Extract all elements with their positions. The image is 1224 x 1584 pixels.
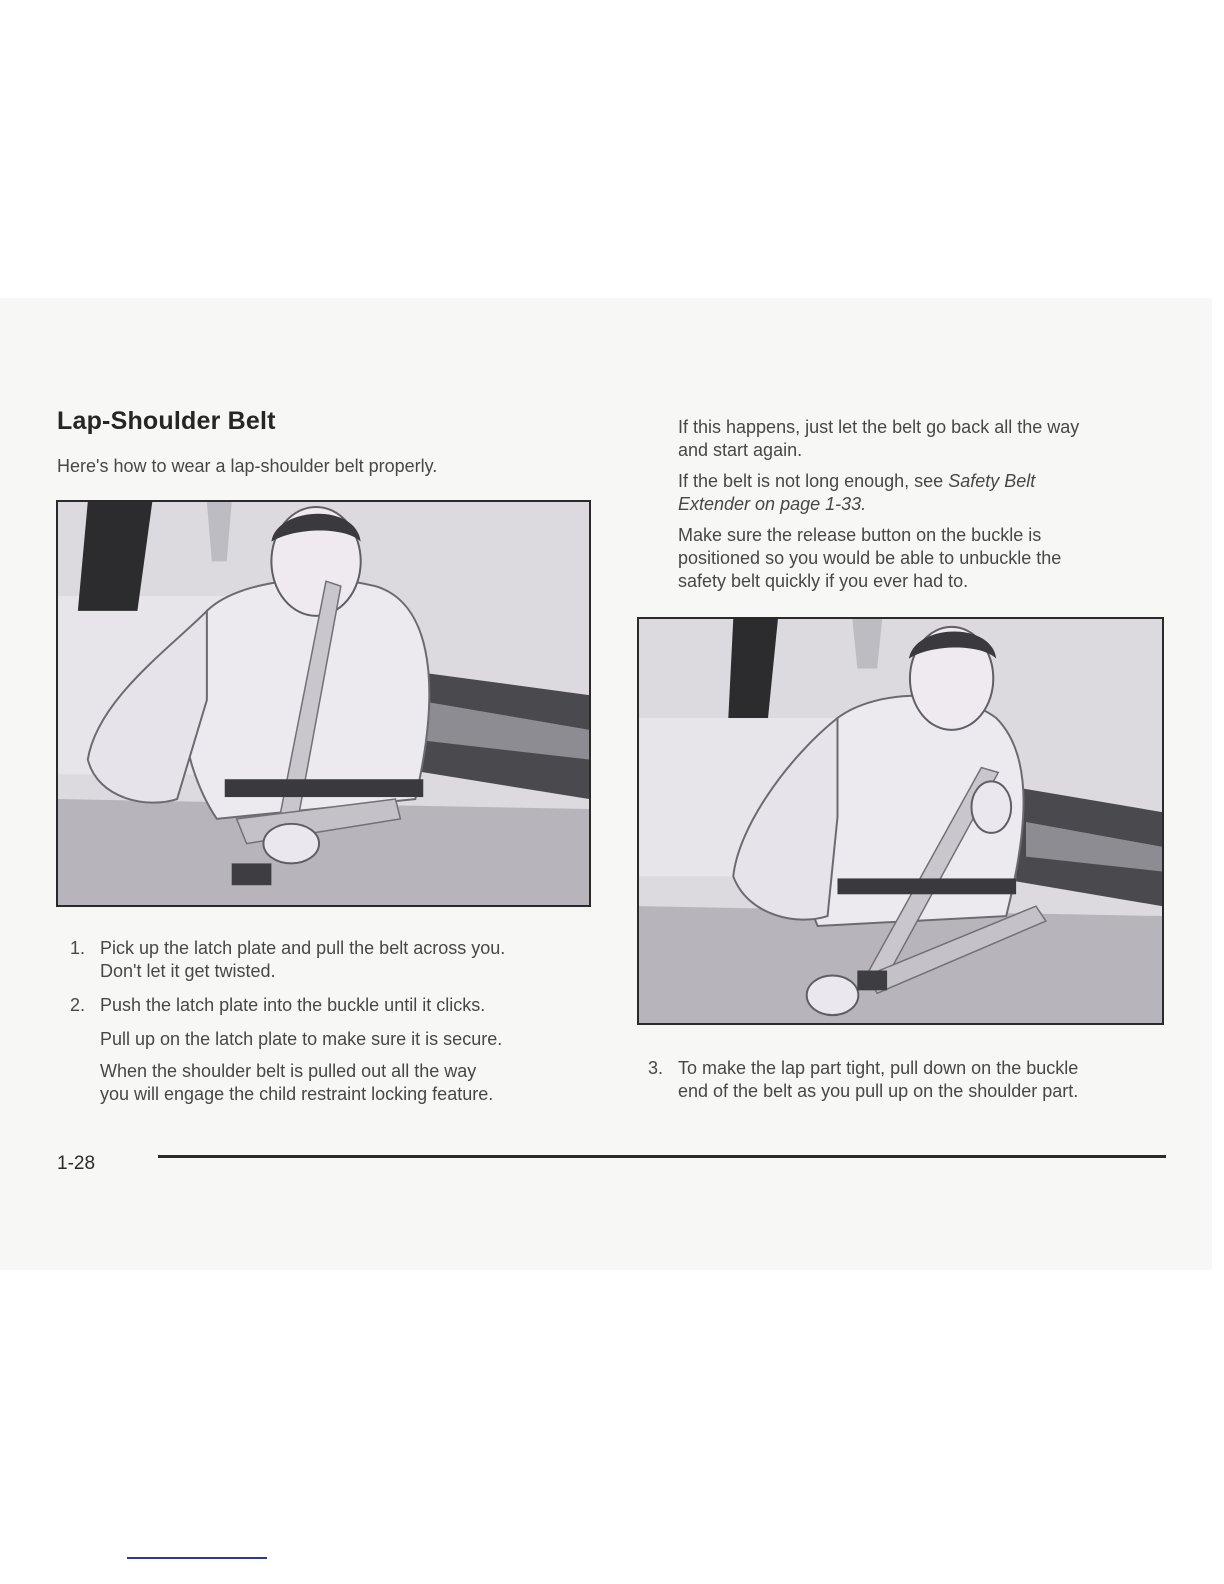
step-text-line: To make the lap part tight, pull down on the buckle (678, 1058, 1079, 1078)
locking-note-line: you will engage the child restraint locking feature. (100, 1084, 494, 1104)
release-note-line: Make sure the release button on the buckle is (678, 525, 1042, 545)
bottom-divider (127, 1557, 267, 1559)
locking-note (100, 1060, 493, 1106)
step-text-line: end of the belt as you pull up on the shoulder part. (678, 1081, 1079, 1101)
step-3 (648, 1057, 1079, 1103)
step-1 (70, 937, 506, 983)
release-note-line: positioned so you would be able to unbuckle the (678, 548, 1062, 568)
page-number: 1-28 (57, 1153, 96, 1174)
illustration-pull-belt (56, 500, 591, 907)
extender-note (678, 470, 1035, 516)
extender-reference: Safety Belt (948, 471, 1036, 491)
release-note-line: safety belt quickly if you ever had to. (678, 571, 969, 591)
illustration-tighten-belt (637, 617, 1164, 1025)
secure-note: Pull up on the latch plate to make sure it is secure. (100, 1029, 503, 1049)
step-number: 1. (70, 938, 86, 958)
extender-text: If the belt is not long enough, see (678, 471, 949, 491)
belt-return-line: and start again. (678, 440, 803, 460)
belt-return-note (678, 416, 1079, 462)
step-number: 3. (648, 1058, 664, 1078)
extender-reference-page: Extender on page 1-33. (678, 494, 867, 514)
step-text-line: Push the latch plate into the buckle until it clicks. (100, 995, 486, 1015)
footer-rule (158, 1155, 1166, 1158)
intro-text: Here's how to wear a lap-shoulder belt properly. (57, 456, 438, 476)
locking-note-line: When the shoulder belt is pulled out all the way (100, 1061, 477, 1081)
step-text-line: Don't let it get twisted. (100, 961, 276, 981)
step-text-line: Pick up the latch plate and pull the belt across you. (100, 938, 506, 958)
step-2 (70, 994, 486, 1017)
release-button-note (678, 524, 1061, 593)
belt-return-line: If this happens, just let the belt go back all the way (678, 417, 1080, 437)
section-heading: Lap-Shoulder Belt (57, 407, 276, 435)
step-number: 2. (70, 995, 86, 1015)
